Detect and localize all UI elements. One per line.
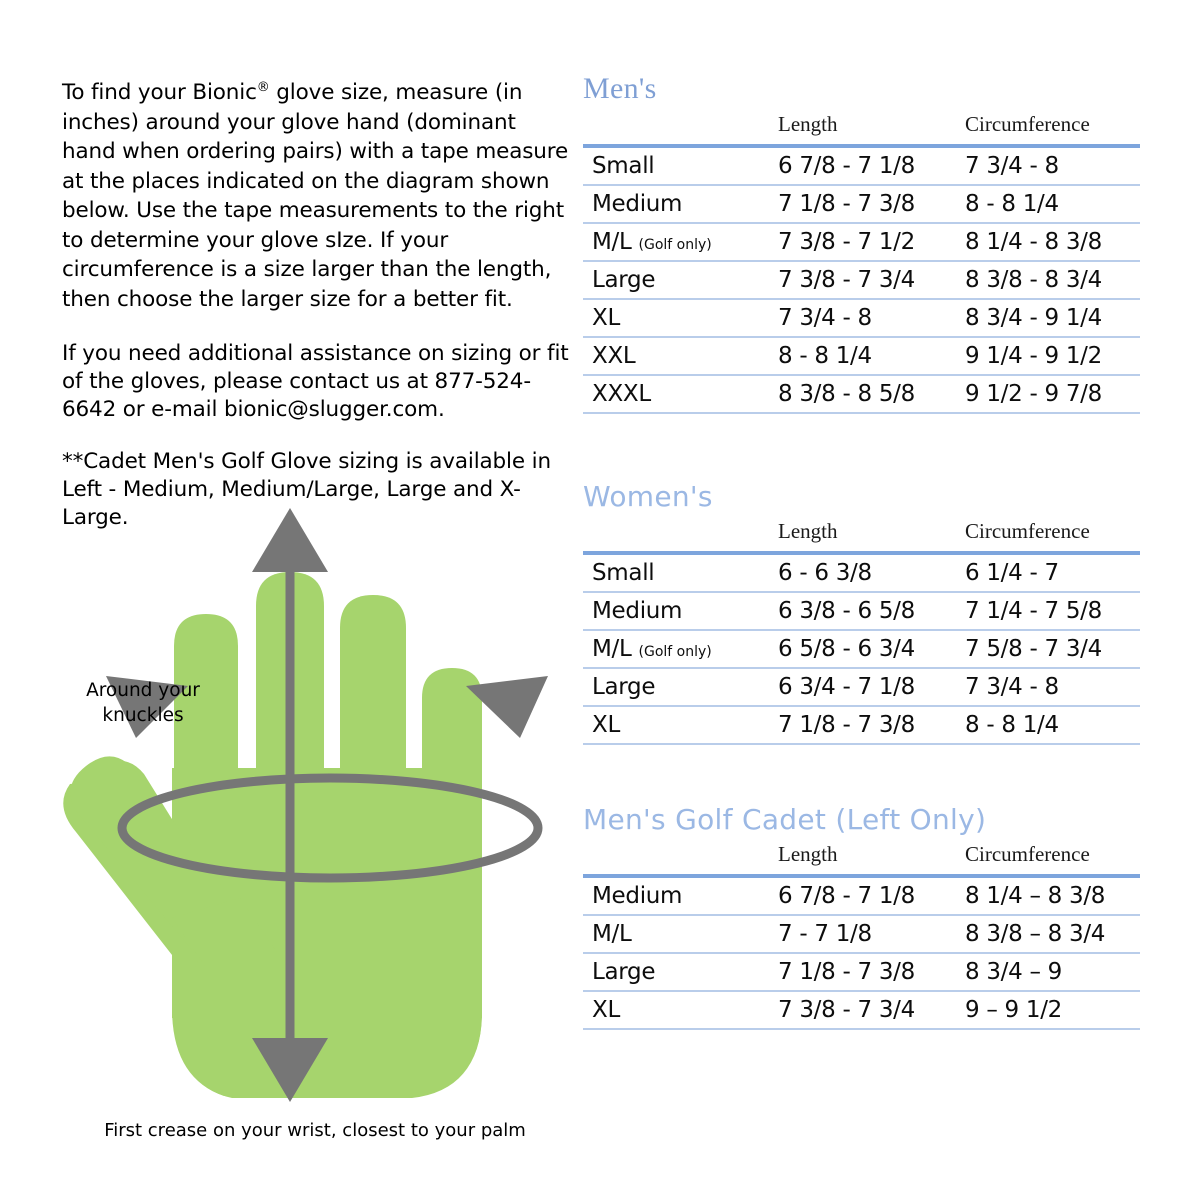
size-cell bbox=[583, 553, 778, 592]
length-arrow-up-icon bbox=[252, 508, 328, 572]
length-cell: 6 7/8 - 7 1/8 bbox=[778, 146, 965, 185]
table-row bbox=[583, 876, 1140, 915]
size-label: Medium bbox=[592, 883, 683, 909]
size-cell bbox=[583, 668, 778, 706]
length-cell: 6 3/8 - 6 5/8 bbox=[778, 592, 965, 630]
table-row bbox=[583, 592, 1140, 630]
cadet-table-block bbox=[583, 803, 1143, 1030]
hand-measurement-diagram bbox=[40, 498, 580, 1158]
table-row bbox=[583, 337, 1140, 375]
table-row bbox=[583, 185, 1140, 223]
circumference-cell: 9 – 9 1/2 bbox=[965, 991, 1140, 1029]
womens-col-size-header bbox=[583, 519, 778, 553]
size-note: (Golf only) bbox=[638, 237, 712, 253]
cadet-col-size-header bbox=[583, 842, 778, 876]
size-cell bbox=[583, 915, 778, 953]
knuckles-label: Around your knuckles bbox=[86, 680, 200, 726]
womens-table-title: Women's bbox=[583, 480, 713, 513]
mens-size-table bbox=[583, 112, 1140, 414]
length-cell: 7 1/8 - 7 3/8 bbox=[778, 706, 965, 744]
cadet-col-length-header: Length bbox=[778, 842, 838, 866]
table-row bbox=[583, 261, 1140, 299]
size-cell bbox=[583, 706, 778, 744]
length-cell: 7 3/8 - 7 1/2 bbox=[778, 223, 965, 261]
circumference-cell: 8 - 8 1/4 bbox=[965, 706, 1140, 744]
table-row bbox=[583, 146, 1140, 185]
mens-col-size-header bbox=[583, 112, 778, 146]
size-label: Large bbox=[592, 267, 656, 293]
mens-col-circumference-header: Circumference bbox=[965, 112, 1090, 136]
size-label: XXL bbox=[592, 343, 636, 369]
circumference-cell: 8 3/8 – 8 3/4 bbox=[965, 915, 1140, 953]
length-cell: 7 - 7 1/8 bbox=[778, 915, 965, 953]
womens-col-length-header: Length bbox=[778, 519, 838, 543]
intro-paragraph-1 bbox=[62, 78, 572, 314]
length-cell: 6 3/4 - 7 1/8 bbox=[778, 668, 965, 706]
length-cell: 7 1/8 - 7 3/8 bbox=[778, 953, 965, 991]
circumference-cell: 7 1/4 - 7 5/8 bbox=[965, 592, 1140, 630]
table-row bbox=[583, 991, 1140, 1029]
size-label: XL bbox=[592, 712, 620, 738]
intro-paragraph-2: If you need additional assistance on sizing or fit of the gloves, please contact us at 877-524-6642 or e-mail bionic@slugger.com. bbox=[62, 341, 569, 422]
intro-text-column bbox=[62, 78, 572, 556]
circumference-cell: 8 3/4 – 9 bbox=[965, 953, 1140, 991]
circumference-cell: 7 5/8 - 7 3/4 bbox=[965, 630, 1140, 668]
table-row bbox=[583, 915, 1140, 953]
intro-paragraph-1-pre: To find your Bionic bbox=[62, 80, 257, 105]
womens-table-block bbox=[583, 480, 1143, 745]
size-label: XXXL bbox=[592, 381, 651, 407]
size-label: M/L bbox=[592, 636, 632, 662]
table-header-row bbox=[583, 842, 1140, 876]
size-cell bbox=[583, 592, 778, 630]
size-label: M/L bbox=[592, 229, 632, 255]
length-cell: 7 3/4 - 8 bbox=[778, 299, 965, 337]
womens-col-circumference-header: Circumference bbox=[965, 519, 1090, 543]
size-cell bbox=[583, 299, 778, 337]
mens-col-length-header: Length bbox=[778, 112, 838, 136]
length-cell: 7 3/8 - 7 3/4 bbox=[778, 991, 965, 1029]
circumference-cell: 9 1/2 - 9 7/8 bbox=[965, 375, 1140, 413]
size-cell bbox=[583, 146, 778, 185]
size-label: Medium bbox=[592, 191, 683, 217]
length-cell: 7 1/8 - 7 3/8 bbox=[778, 185, 965, 223]
size-label: Large bbox=[592, 959, 656, 985]
size-label: Medium bbox=[592, 598, 683, 624]
table-row bbox=[583, 299, 1140, 337]
mens-table-title: Men's bbox=[583, 72, 657, 105]
intro-paragraph-1-post: glove size, measure (in inches) around your glove hand (dominant hand when ordering pairs) with a tape measure at the places indicated on the diagram shown below. Use the tape measurements to the right to determine your glove sIze. If your circumference is a size larger than the length, then choose the larger size for a better fit. bbox=[62, 80, 569, 312]
circumference-cell: 7 3/4 - 8 bbox=[965, 668, 1140, 706]
size-cell bbox=[583, 337, 778, 375]
size-cell bbox=[583, 991, 778, 1029]
table-row bbox=[583, 630, 1140, 668]
length-cell: 6 5/8 - 6 3/4 bbox=[778, 630, 965, 668]
table-row bbox=[583, 953, 1140, 991]
size-label: Small bbox=[592, 560, 655, 586]
size-cell bbox=[583, 375, 778, 413]
size-label: M/L bbox=[592, 921, 632, 947]
table-header-row bbox=[583, 519, 1140, 553]
circumference-cell: 7 3/4 - 8 bbox=[965, 146, 1140, 185]
table-row bbox=[583, 223, 1140, 261]
circumference-cell: 9 1/4 - 9 1/2 bbox=[965, 337, 1140, 375]
cadet-table-title: Men's Golf Cadet (Left Only) bbox=[583, 803, 987, 836]
size-cell bbox=[583, 876, 778, 915]
registered-trademark-icon: ® bbox=[256, 79, 270, 95]
size-cell bbox=[583, 953, 778, 991]
length-cell: 7 3/8 - 7 3/4 bbox=[778, 261, 965, 299]
size-cell bbox=[583, 261, 778, 299]
mens-table-block bbox=[583, 72, 1143, 414]
size-label: Large bbox=[592, 674, 656, 700]
size-note: (Golf only) bbox=[638, 644, 712, 660]
circumference-cell: 8 - 8 1/4 bbox=[965, 185, 1140, 223]
circumference-cell: 8 3/8 - 8 3/4 bbox=[965, 261, 1140, 299]
table-row bbox=[583, 706, 1140, 744]
wrist-label: First crease on your wrist, closest to your palm bbox=[104, 1120, 526, 1141]
circumference-cell: 8 1/4 - 8 3/8 bbox=[965, 223, 1140, 261]
length-cell: 6 7/8 - 7 1/8 bbox=[778, 876, 965, 915]
table-header-row bbox=[583, 112, 1140, 146]
circumference-cell: 8 3/4 - 9 1/4 bbox=[965, 299, 1140, 337]
length-cell: 8 3/8 - 8 5/8 bbox=[778, 375, 965, 413]
length-cell: 6 - 6 3/8 bbox=[778, 553, 965, 592]
hand-diagram-svg bbox=[40, 498, 580, 1118]
size-label: XL bbox=[592, 997, 620, 1023]
size-cell bbox=[583, 223, 778, 261]
size-cell bbox=[583, 185, 778, 223]
table-row bbox=[583, 375, 1140, 413]
cadet-col-circumference-header: Circumference bbox=[965, 842, 1090, 866]
womens-size-table bbox=[583, 519, 1140, 745]
table-row bbox=[583, 553, 1140, 592]
circumference-cell: 8 1/4 – 8 3/8 bbox=[965, 876, 1140, 915]
table-row bbox=[583, 668, 1140, 706]
size-cell bbox=[583, 630, 778, 668]
size-label: Small bbox=[592, 153, 655, 179]
size-tables-column bbox=[583, 72, 1143, 1030]
intro-paragraph-3: **Cadet Men's Golf Glove sizing is available in Left - Medium, Medium/Large, Large and X-Large. bbox=[62, 449, 551, 530]
size-label: XL bbox=[592, 305, 620, 331]
cadet-size-table bbox=[583, 842, 1140, 1030]
length-cell: 8 - 8 1/4 bbox=[778, 337, 965, 375]
circumference-cell: 6 1/4 - 7 bbox=[965, 553, 1140, 592]
